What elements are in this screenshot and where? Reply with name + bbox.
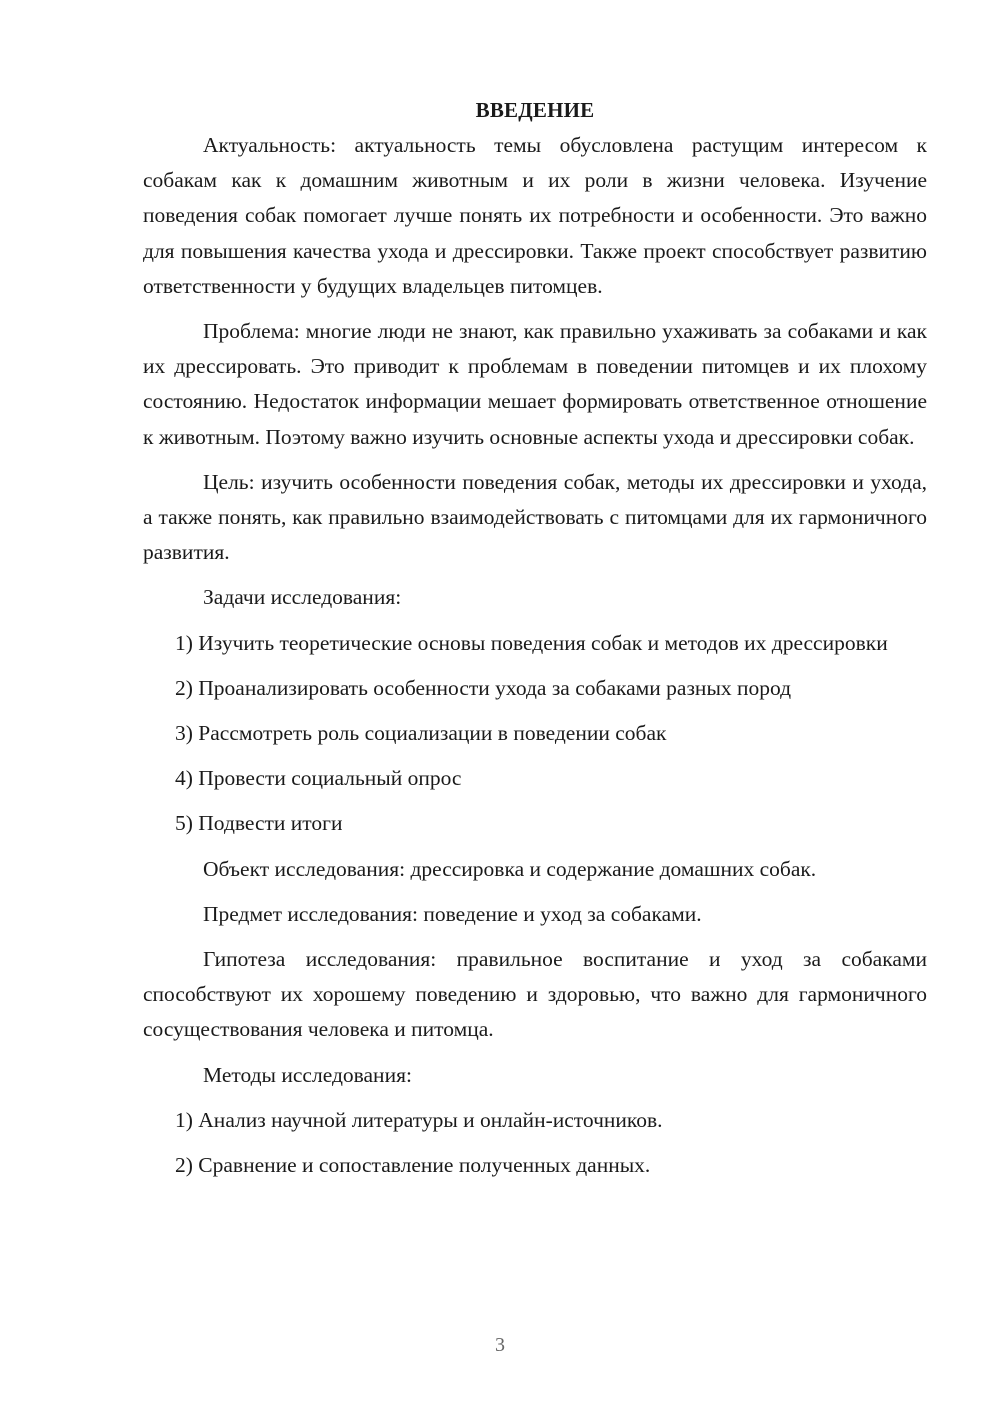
relevance-paragraph: Актуальность: актуальность темы обусловлена растущим интересом к собакам как к домашним животным и их роли в жизни человека. Изучение поведения собак помогает лучше понять их потребности и особенности. Это важно для повышения качества ухода и дрессировки. Также проект способствует развитию ответственности у будущих владельцев питомцев. xyxy=(143,133,927,298)
document-page xyxy=(143,93,927,1183)
page-number: 3 xyxy=(495,1334,505,1356)
task-item: 3) Рассмотреть роль социализации в поведении собак xyxy=(175,721,667,746)
methods-heading: Методы исследования: xyxy=(203,1062,412,1087)
task-item: 1) Изучить теоретические основы поведения собак и методов их дрессировки xyxy=(175,630,888,655)
problem-paragraph: Проблема: многие люди не знают, как правильно ухаживать за собаками и как их дрессировать. Это приводит к проблемам в поведении питомцев и их плохому состоянию. Недостаток информации мешает формировать ответственное отношение к животным. Поэтому важно изучить основные аспекты ухода и дрессировки собак. xyxy=(143,319,927,449)
task-item: 4) Провести социальный опрос xyxy=(175,766,462,791)
method-item: 2) Сравнение и сопоставление полученных данных. xyxy=(175,1153,651,1178)
hypothesis-paragraph: Гипотеза исследования: правильное воспитание и уход за собаками способствуют их хорошему поведению и здоровью, что важно для гармоничного сосуществования человека и питомца. xyxy=(143,947,927,1042)
tasks-heading: Задачи исследования: xyxy=(203,585,402,610)
object-paragraph: Объект исследования: дрессировка и содержание домашних собак. xyxy=(203,856,817,881)
task-item: 2) Проанализировать особенности ухода за собаками разных пород xyxy=(175,675,792,700)
method-item: 1) Анализ научной литературы и онлайн-источников. xyxy=(175,1107,663,1132)
goal-paragraph: Цель: изучить особенности поведения собак, методы их дрессировки и ухода, а также понять, как правильно взаимодействовать с питомцами для их гармоничного развития. xyxy=(143,469,927,565)
subject-paragraph: Предмет исследования: поведение и уход за собаками. xyxy=(203,901,702,926)
page-title: ВВЕДЕНИЕ xyxy=(475,98,595,122)
task-item: 5) Подвести итоги xyxy=(175,811,343,836)
